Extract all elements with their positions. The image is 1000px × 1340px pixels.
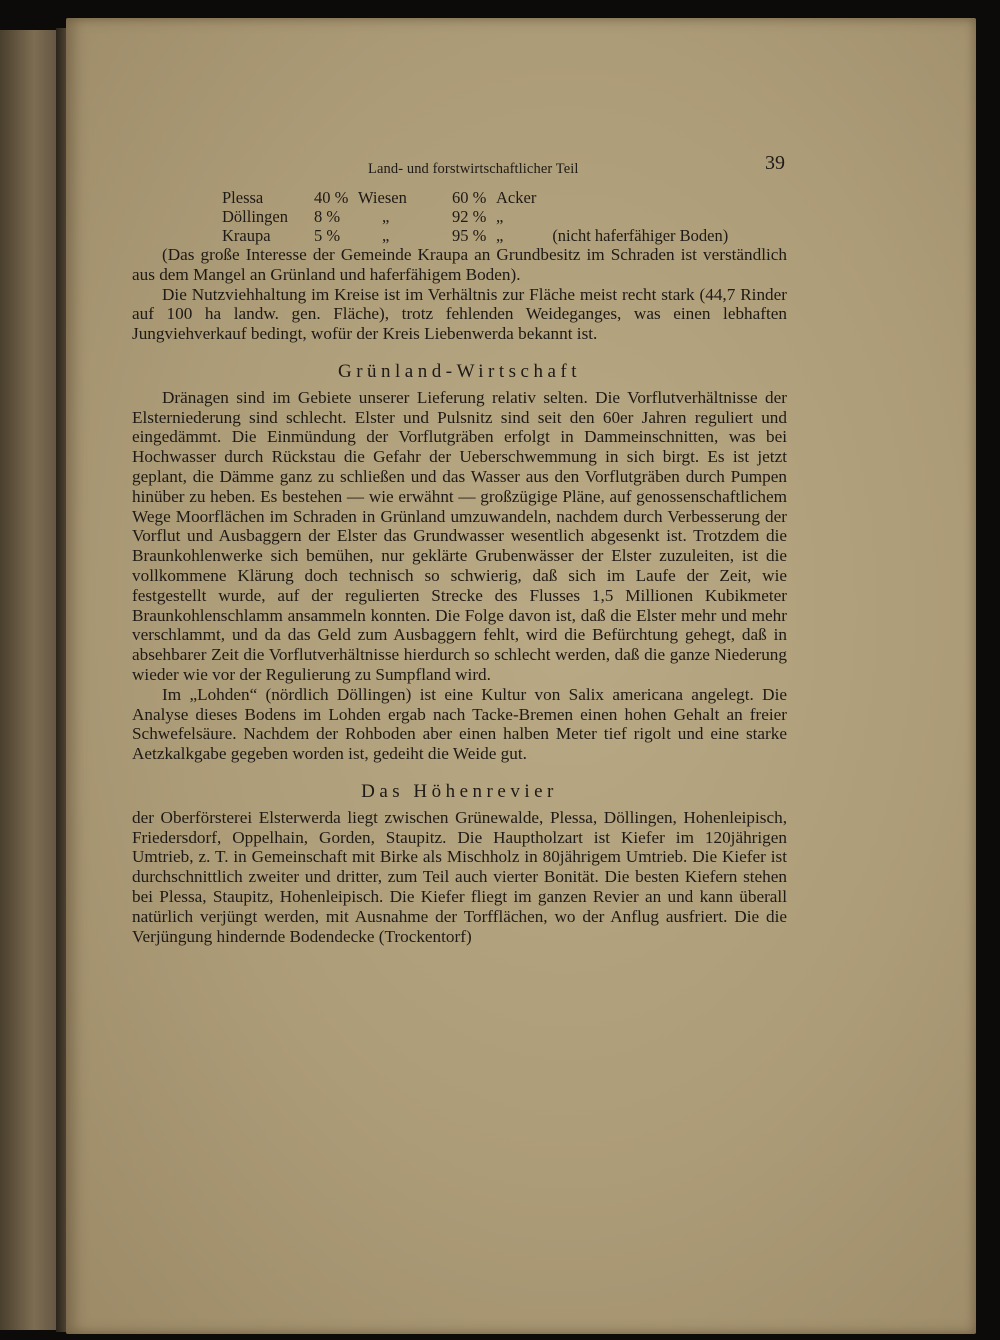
previous-page-edge [0, 30, 62, 1330]
table-cell-note: (nicht haferfähiger Boden) [552, 226, 729, 245]
table-cell-meadow-label: „ [382, 226, 390, 245]
paragraph-forestry: der Oberförsterei Elsterwerda liegt zwischen Grünewalde, Plessa, Döllingen, Hohenleipisch, Friedersdorf, Oppelhain, Gorden, Staupitz. Die Hauptholzart ist Kiefer im 120jährigen Umtrieb, z. T. in Gemeinschaft mit Birke als Mischholz in 80jährigem Umtrieb. Die Kiefer ist durchschnittlich zweiter und dritter, zum Teil auch vierter Bonität. Die besten Kiefern stehen bei Plessa, Staupitz, Hohenleipisch. Die Kiefer fliegt im ganzen Revier an und kann überall natürlich verjüngt werden, mit Ausnahme der Torfflächen, wo der Anflug ausfriert. Die die Verjüngung hindernde Bodendecke (Trockentorf) [132, 807, 787, 946]
table-cell-meadow-percent: 5 % [314, 226, 341, 245]
table-cell-meadow-percent: 40 % [314, 188, 349, 207]
table-row [222, 188, 734, 207]
table-cell-place: Kraupa [222, 226, 271, 245]
running-head: Land- und forstwirtschaftlicher Teil [368, 161, 579, 177]
table-cell-field-percent: 95 % [452, 226, 487, 245]
table-cell-meadow-label: Wiesen [358, 188, 407, 207]
section-heading-gruenland: Grünland-Wirtschaft [337, 360, 581, 382]
table-cell-note [542, 207, 734, 226]
page-text [132, 150, 787, 946]
paragraph-kraupa-interest: (Das große Interesse der Gemeinde Kraupa an Grundbesitz im Schraden ist verständlich aus dem Mangel an Grünland und haferfähigem Boden). [132, 245, 787, 284]
table-cell-meadow-label: „ [382, 207, 390, 226]
section-heading-hoehenrevier: Das Höhenrevier [361, 780, 558, 802]
table-cell-place: Döllingen [222, 207, 288, 226]
page-header [132, 150, 787, 188]
paragraph-drainage: Dränagen sind im Gebiete unserer Lieferung relativ selten. Die Vorflutverhältnisse der Elsterniederung sind schlecht. Elster und Pulsnitz sind seit den 60er Jahren reguliert und eingedämmt. Die Einmündung der Vorflutgräben erfolgt in Dammeinschnitten, was bei Hochwasser durch Rückstau die Gefahr der Ueberschwemmung in sich birgt. Es ist jetzt geplant, die Dämme ganz zu schließen und das Wasser aus den Vorflutgräben durch Pumpen hinüber zu heben. Es bestehen — wie erwähnt — großzügige Pläne, auf genossenschaftlichem Wege Moorflächen im Schraden in Grünland umzuwandeln, nachdem durch Verbesserung der Vorflut und Ausbaggern der Elster das Grundwasser wesentlich abgesenkt ist. Trotzdem die Braunkohlenwerke sich bemühen, nur geklärte Grubenwässer der Elster zuzuleiten, ist die vollkommene Klärung doch technisch so schwierig, daß sich im Laufe der Zeit, wie festgestellt wurde, auf der regulierten Strecke des Flusses 1,5 Millionen Kubikmeter Braunkohlenschlamm ansammeln konnten. Die Folge davon ist, daß die Elster mehr und mehr verschlammt, und da das Geld zum Ausbaggern fehlt, wird die Befürchtung gehegt, daß in absehbarer Zeit die Vorflutverhältnisse hierdurch so schlecht werden, daß die ganze Niederung wieder wie vor der Regulierung zu Sumpfland wird. [132, 387, 787, 684]
table-cell-field-label: „ [496, 226, 504, 245]
table-cell-meadow-percent: 8 % [314, 207, 341, 226]
paragraph-livestock: Die Nutzviehhaltung im Kreise ist im Verhältnis zur Fläche meist recht stark (44,7 Rinder auf 100 ha landw. gen. Fläche), trotz fehlenden Weideganges, was einen lebhaften Jungviehverkauf bedingt, wofür der Kreis Liebenwerda bekannt ist. [132, 284, 787, 344]
table-cell-field-percent: 92 % [452, 207, 487, 226]
table-cell-field-percent: 60 % [452, 188, 487, 207]
land-use-table [222, 188, 734, 245]
table-cell-note [542, 188, 734, 207]
paragraph-lohden: Im „Lohden“ (nördlich Döllingen) ist eine Kultur von Salix americana angelegt. Die Analyse dieses Bodens im Lohden ergab nach Tacke-Bremen einen hohen Gehalt an freier Schwefelsäure. Nachdem der Rohboden aber einen halben Meter tief rigolt und eine starke Aetzkalkgabe gegeben worden ist, gedeiht die Weide gut. [132, 684, 787, 764]
table-cell-field-label: „ [496, 207, 504, 226]
table-row [222, 207, 734, 226]
table-cell-field-label: Acker [496, 188, 537, 207]
table-cell-place: Plessa [222, 188, 264, 207]
page-number: 39 [765, 152, 785, 174]
table-row [222, 226, 734, 245]
